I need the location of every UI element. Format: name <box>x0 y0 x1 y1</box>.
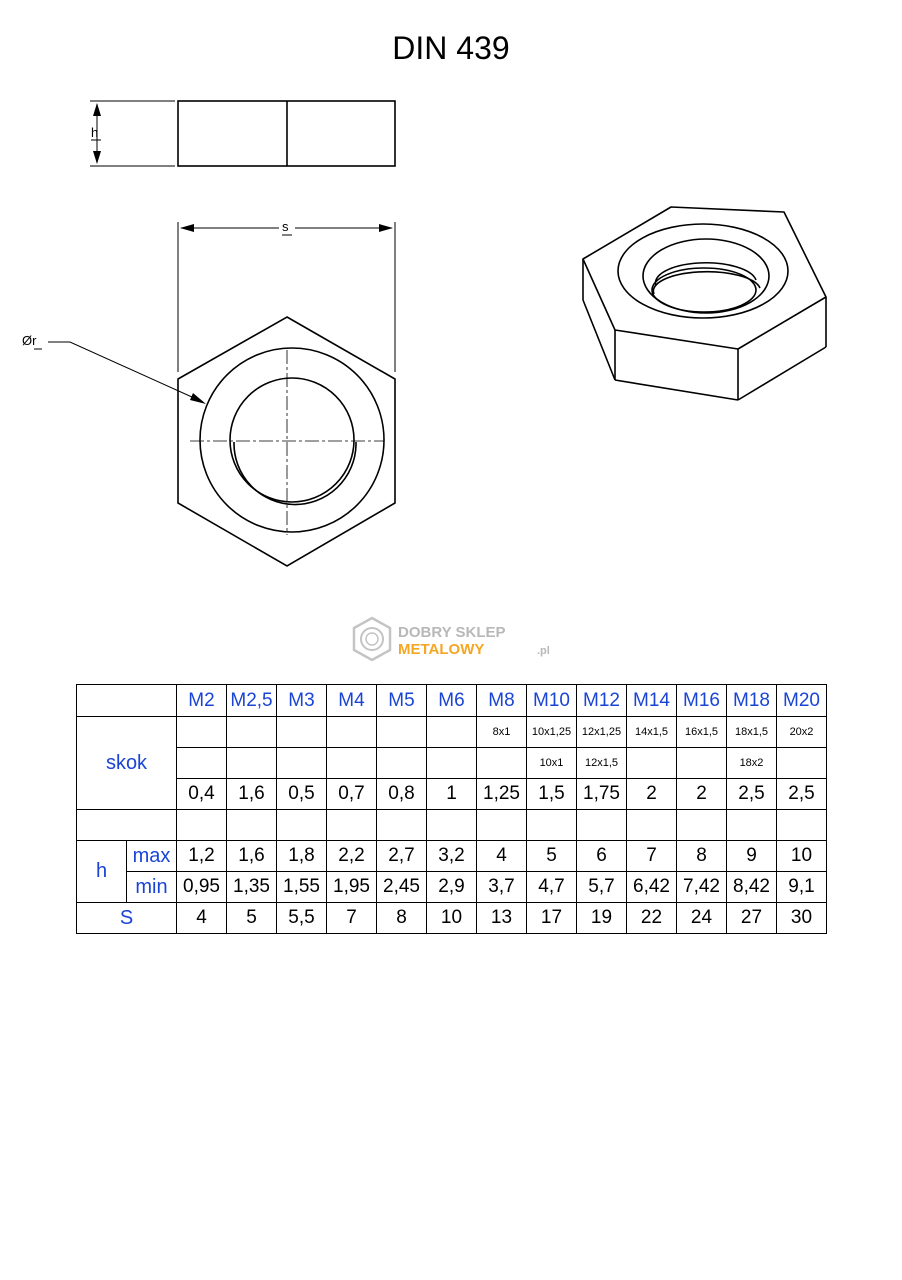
h-max-cell: 2,7 <box>377 841 427 872</box>
arrow-left-icon <box>180 224 194 232</box>
fine-pitch-cell <box>277 717 327 748</box>
coarse-pitch-cell: 1,25 <box>477 779 527 810</box>
h-max-cell: 7 <box>627 841 677 872</box>
fine-pitch-cell: 10x1,25 <box>527 717 577 748</box>
s-value-cell: 19 <box>577 903 627 934</box>
fine-pitch-cell <box>377 717 427 748</box>
coarse-pitch-cell: 2,5 <box>777 779 827 810</box>
size-header-cell: M10 <box>527 685 577 717</box>
fine-pitch-cell: 12x1,5 <box>577 748 627 779</box>
coarse-pitch-cell: 1,5 <box>527 779 577 810</box>
fine-pitch-cell <box>327 717 377 748</box>
table-corner-cell <box>77 685 177 717</box>
fine-pitch-cell: 12x1,25 <box>577 717 627 748</box>
h-min-cell: 4,7 <box>527 872 577 903</box>
fine-pitch-cell <box>277 748 327 779</box>
coarse-pitch-cell: 0,8 <box>377 779 427 810</box>
h-min-cell: 0,95 <box>177 872 227 903</box>
h-max-cell: 1,2 <box>177 841 227 872</box>
blank-label-cell <box>77 810 177 841</box>
blank-cell <box>327 810 377 841</box>
s-dimension-label: s <box>282 219 289 234</box>
h-max-cell: 3,2 <box>427 841 477 872</box>
blank-cell <box>277 810 327 841</box>
blank-cell <box>727 810 777 841</box>
fine-pitch-cell <box>177 717 227 748</box>
coarse-pitch-cell: 0,7 <box>327 779 377 810</box>
blank-cell <box>677 810 727 841</box>
max-label: max <box>127 841 177 872</box>
h-min-cell: 2,9 <box>427 872 477 903</box>
isometric-view <box>583 207 826 400</box>
dimensions-table <box>76 684 827 934</box>
fine-pitch-cell: 14x1,5 <box>627 717 677 748</box>
logo-line-1: DOBRY SKLEP <box>398 624 506 641</box>
height-dimension <box>90 101 175 166</box>
leader-arrow-icon <box>190 393 206 404</box>
size-header-cell: M4 <box>327 685 377 717</box>
s-value-cell: 30 <box>777 903 827 934</box>
h-min-cell: 8,42 <box>727 872 777 903</box>
h-min-cell: 7,42 <box>677 872 727 903</box>
h-max-cell: 1,6 <box>227 841 277 872</box>
s-value-cell: 27 <box>727 903 777 934</box>
s-value-cell: 4 <box>177 903 227 934</box>
blank-cell <box>377 810 427 841</box>
min-label: min <box>127 872 177 903</box>
s-value-cell: 24 <box>677 903 727 934</box>
s-value-cell: 5 <box>227 903 277 934</box>
fine-pitch-cell <box>327 748 377 779</box>
h-min-cell: 1,55 <box>277 872 327 903</box>
fine-pitch-cell <box>177 748 227 779</box>
size-header-cell: M12 <box>577 685 627 717</box>
size-header-cell: M14 <box>627 685 677 717</box>
h-row-label: h <box>77 841 127 903</box>
coarse-pitch-cell: 2 <box>627 779 677 810</box>
fine-pitch-cell <box>427 748 477 779</box>
fine-pitch-cell: 18x2 <box>727 748 777 779</box>
fine-pitch-cell: 20x2 <box>777 717 827 748</box>
blank-cell <box>477 810 527 841</box>
h-max-cell: 6 <box>577 841 627 872</box>
h-max-cell: 5 <box>527 841 577 872</box>
fine-pitch-cell: 16x1,5 <box>677 717 727 748</box>
h-min-cell: 2,45 <box>377 872 427 903</box>
store-logo <box>350 616 560 662</box>
blank-cell <box>627 810 677 841</box>
blank-cell <box>227 810 277 841</box>
size-header-cell: M5 <box>377 685 427 717</box>
s-row-label: S <box>77 903 177 934</box>
size-header-cell: M16 <box>677 685 727 717</box>
s-value-cell: 22 <box>627 903 677 934</box>
side-view <box>178 101 395 166</box>
h-min-cell: 3,7 <box>477 872 527 903</box>
fine-pitch-cell <box>477 748 527 779</box>
blank-cell <box>177 810 227 841</box>
blank-cell <box>777 810 827 841</box>
blank-cell <box>427 810 477 841</box>
size-header-cell: M2,5 <box>227 685 277 717</box>
coarse-pitch-cell: 0,5 <box>277 779 327 810</box>
size-header-cell: M20 <box>777 685 827 717</box>
s-value-cell: 7 <box>327 903 377 934</box>
fine-pitch-cell <box>227 717 277 748</box>
h-min-cell: 5,7 <box>577 872 627 903</box>
h-min-cell: 6,42 <box>627 872 677 903</box>
width-dimension <box>178 222 395 372</box>
coarse-pitch-cell: 1,75 <box>577 779 627 810</box>
arrow-right-icon <box>379 224 393 232</box>
size-header-cell: M3 <box>277 685 327 717</box>
coarse-pitch-cell: 1 <box>427 779 477 810</box>
blank-cell <box>527 810 577 841</box>
h-min-cell: 1,95 <box>327 872 377 903</box>
size-header-cell: M6 <box>427 685 477 717</box>
table-header-row <box>77 685 827 717</box>
h-max-cell: 4 <box>477 841 527 872</box>
fine-pitch-cell: 8x1 <box>477 717 527 748</box>
arrow-up-icon <box>93 103 101 116</box>
size-header-cell: M2 <box>177 685 227 717</box>
h-min-cell: 9,1 <box>777 872 827 903</box>
fine-pitch-cell: 18x1,5 <box>727 717 777 748</box>
fine-pitch-cell <box>427 717 477 748</box>
fine-pitch-cell <box>777 748 827 779</box>
h-min-cell: 1,35 <box>227 872 277 903</box>
hex-nut-logo-icon <box>354 618 390 660</box>
coarse-pitch-cell: 2,5 <box>727 779 777 810</box>
fine-pitch-cell: 10x1 <box>527 748 577 779</box>
coarse-pitch-cell: 2 <box>677 779 727 810</box>
s-value-cell: 17 <box>527 903 577 934</box>
h-max-cell: 10 <box>777 841 827 872</box>
fine-pitch-cell <box>677 748 727 779</box>
s-value-cell: 13 <box>477 903 527 934</box>
blank-cell <box>577 810 627 841</box>
size-header-cell: M18 <box>727 685 777 717</box>
fine-pitch-cell <box>377 748 427 779</box>
r-dimension-label: Ør <box>22 333 37 348</box>
h-dimension-label: h <box>91 125 99 140</box>
h-max-cell: 8 <box>677 841 727 872</box>
page-title: DIN 439 <box>392 30 510 66</box>
s-value-cell: 8 <box>377 903 427 934</box>
skok-row-label: skok <box>77 717 177 810</box>
s-value-cell: 10 <box>427 903 477 934</box>
h-max-cell: 2,2 <box>327 841 377 872</box>
s-value-cell: 5,5 <box>277 903 327 934</box>
coarse-pitch-cell: 0,4 <box>177 779 227 810</box>
size-header-cell: M8 <box>477 685 527 717</box>
h-max-cell: 1,8 <box>277 841 327 872</box>
fine-pitch-cell <box>627 748 677 779</box>
logo-line-2: METALOWY <box>398 641 485 658</box>
coarse-pitch-cell: 1,6 <box>227 779 277 810</box>
front-view <box>178 317 395 566</box>
logo-suffix: .pl <box>537 645 550 657</box>
arrow-down-icon <box>93 151 101 164</box>
fine-pitch-cell <box>227 748 277 779</box>
h-max-cell: 9 <box>727 841 777 872</box>
